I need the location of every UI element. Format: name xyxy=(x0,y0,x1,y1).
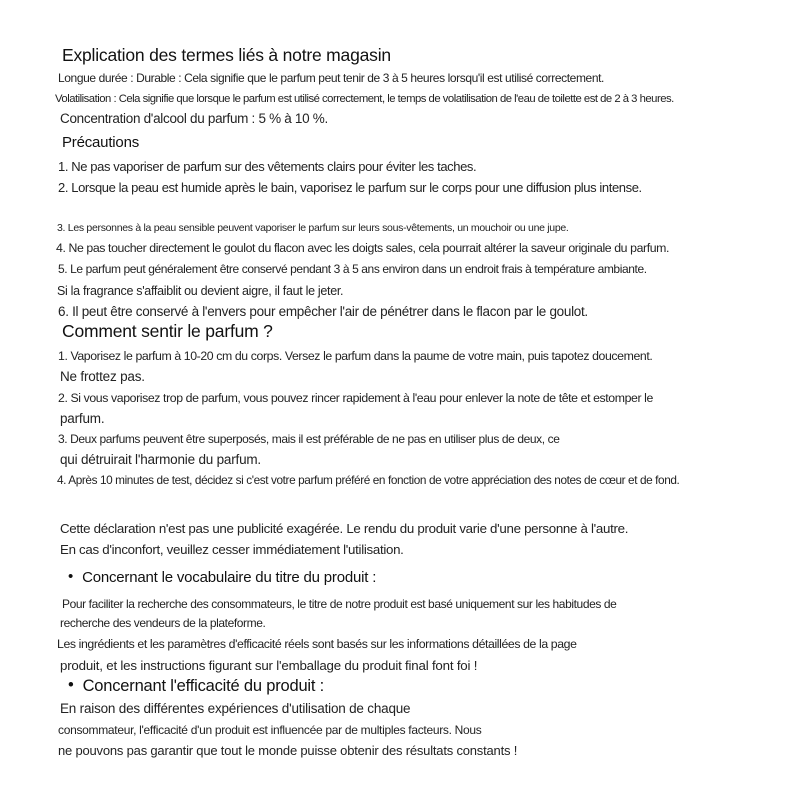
line-concentration: Concentration d'alcool du parfum : 5 % à 10 %. xyxy=(60,111,328,126)
smell-step-2-continued: parfum. xyxy=(60,411,105,426)
smell-step-1-continued: Ne frottez pas. xyxy=(60,369,145,384)
vocabulary-note-line-4: produit, et les instructions figurant sur l'emballage du produit final font foi ! xyxy=(60,658,478,673)
disclaimer-line-2: En cas d'inconfort, veuillez cesser immédiatement l'utilisation. xyxy=(60,542,404,557)
smell-step-4: 4. Après 10 minutes de test, décidez si c'est votre parfum préféré en fonction de votre appréciation des notes de cœur et de fond. xyxy=(57,473,680,487)
line-volatilisation: Volatilisation : Cela signifie que lorsque le parfum est utilisé correctement, le temps de volatilisation de l'eau de toilette est de 2 à 3 heures. xyxy=(55,93,674,105)
precaution-item-6: 6. Il peut être conservé à l'envers pour empêcher l'air de pénétrer dans le flacon par le goulot. xyxy=(58,304,588,319)
smell-step-2: 2. Si vous vaporisez trop de parfum, vous pouvez rincer rapidement à l'eau pour enlever la note de tête et estomper le xyxy=(58,391,653,405)
bullet-heading-vocabulary-text: Concernant le vocabulaire du titre du produit : xyxy=(82,569,377,586)
efficacy-note-line-3: ne pouvons pas garantir que tout le monde puisse obtenir des résultats constants ! xyxy=(58,743,518,758)
smell-step-3: 3. Deux parfums peuvent être superposés, mais il est préférable de ne pas en utiliser plus de deux, ce xyxy=(58,432,560,446)
vocabulary-note-line-1: Pour faciliter la recherche des consommateurs, le titre de notre produit est basé uniquement sur les habitudes de xyxy=(62,597,617,611)
bullet-heading-efficacy-text: Concernant l'efficacité du produit : xyxy=(82,677,325,695)
smell-step-1: 1. Vaporisez le parfum à 10-20 cm du corps. Versez le parfum dans la paume de votre main, puis tapotez doucement. xyxy=(58,349,653,363)
line-longue-duree: Longue durée : Durable : Cela signifie que le parfum peut tenir de 3 à 5 heures lorsqu'il est utilisé correctement. xyxy=(58,71,604,85)
bullet-heading-vocabulary xyxy=(68,569,376,587)
disclaimer-line-1: Cette déclaration n'est pas une publicité exagérée. Le rendu du produit varie d'une personne à l'autre. xyxy=(60,521,629,536)
vocabulary-note-line-2: recherche des vendeurs de la plateforme. xyxy=(60,616,266,630)
precaution-item-4: 4. Ne pas toucher directement le goulot du flacon avec les doigts sales, cela pourrait altérer la saveur originale du parfum. xyxy=(56,241,670,255)
bullet-heading-efficacy xyxy=(68,677,324,697)
vocabulary-note-line-3: Les ingrédients et les paramètres d'efficacité réels sont basés sur les informations détaillées de la page xyxy=(57,637,577,651)
precaution-item-1: 1. Ne pas vaporiser de parfum sur des vêtements clairs pour éviter les taches. xyxy=(58,159,477,174)
precaution-item-5: 5. Le parfum peut généralement être conservé pendant 3 à 5 ans environ dans un endroit frais à température ambiante. xyxy=(58,262,647,276)
precaution-item-5-continued: Si la fragrance s'affaiblit ou devient aigre, il faut le jeter. xyxy=(57,284,344,298)
section-title-terms: Explication des termes liés à notre magasin xyxy=(62,45,391,65)
bullet-icon: • xyxy=(68,568,74,585)
bullet-icon: • xyxy=(68,676,74,694)
section-title-how-to-smell: Comment sentir le parfum ? xyxy=(62,321,273,341)
precaution-item-2: 2. Lorsque la peau est humide après le bain, vaporisez le parfum sur le corps pour une diffusion plus intense. xyxy=(58,180,642,195)
efficacy-note-line-2: consommateur, l'efficacité d'un produit est influencée par de multiples facteurs. Nous xyxy=(58,723,482,737)
section-title-precautions: Précautions xyxy=(62,134,140,151)
efficacy-note-line-1: En raison des différentes expériences d'utilisation de chaque xyxy=(60,701,411,716)
smell-step-3-continued: qui détruirait l'harmonie du parfum. xyxy=(60,452,261,467)
precaution-item-3: 3. Les personnes à la peau sensible peuvent vaporiser le parfum sur leurs sous-vêtements, un mouchoir ou une jupe. xyxy=(57,222,569,234)
